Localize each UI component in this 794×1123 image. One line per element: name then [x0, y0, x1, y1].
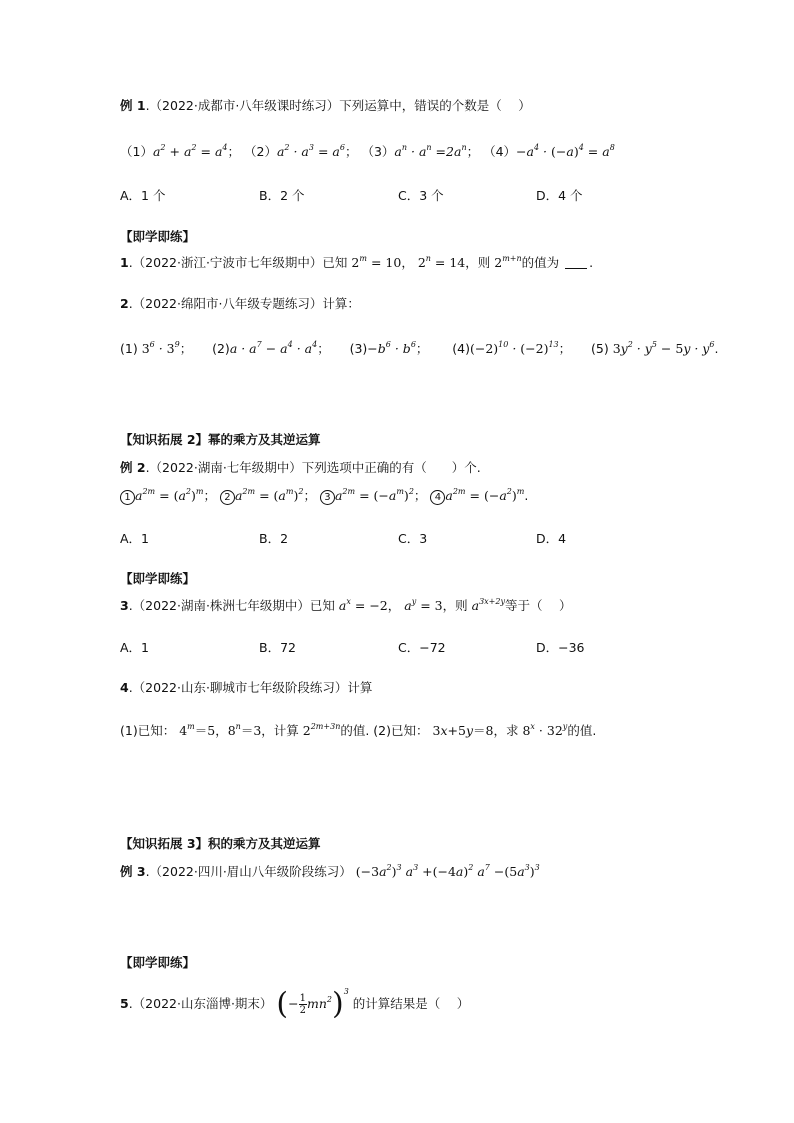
practice-label-1: 【即学即练】 [120, 229, 196, 244]
example2-stem [120, 459, 481, 477]
q5-number: 5 [120, 996, 129, 1011]
q4-cond-2: 3x+5y＝8 [432, 723, 494, 738]
ex2-opt-3: $a^{2m} = (-a^m)^2$ [334, 487, 414, 503]
example2-label: 例 2 [120, 460, 146, 475]
practice-label-2: 【即学即练】 [120, 571, 196, 586]
q1-cond-2: 2$^n$ = 14 [417, 254, 466, 270]
ex1-item-label: （4） [483, 144, 517, 159]
q3-number: 3 [120, 598, 129, 613]
example1-text: .（2022·成都市·八年级课时练习）下列运算中，错误的个数是（ ） [145, 98, 531, 113]
q2-expr-5: $3y^2 \cdot y^5 - 5y \cdot y^6$ [612, 340, 715, 356]
example1-choice-c: C．3 个 [398, 188, 444, 203]
q2-expr-1: $3^6 \cdot 3^9$ [141, 340, 180, 356]
q1-number: 1 [120, 255, 129, 270]
q1-target: $2^{m+n}$ [494, 254, 522, 270]
ex1-expr-1: $a^2 + a^2 = a^4$ [152, 143, 228, 159]
q5-expr: (− $\frac{1}{2}$ $mn^2)^3$ [276, 986, 349, 1022]
q4-text: .（2022·山东·聊城市七年级阶段练习）计算 [128, 680, 373, 695]
question-2 [120, 295, 360, 313]
ex1-expr-3: $a^n \cdot a^n =2a^n$ [394, 143, 467, 159]
ex1-item-label: （1） [120, 144, 153, 159]
ex2-opt-1: $a^{2m} = (a^2)^m$ [135, 487, 204, 503]
q2-expr-3: $-b^6 \cdot b^6$ [367, 340, 416, 356]
question-3: 3.（2022·湖南·株洲七年级期中）已知 $a^x = -2$， $a^y = 3$，则 $a^{3x+2y}$等于（ ） [120, 597, 572, 613]
q1-text: .（2022·浙江·宁波市七年级期中）已知 [128, 255, 348, 270]
q4-target-2: 8$^x$ · 32$^y$ [522, 722, 568, 738]
q1-cond-1: 2$^m$ = 10 [351, 254, 402, 270]
q4-parts: (1)已知： $4^m=5$，$8^n=3$，计算 $2^{2m+3n}$的值. (2)已知： 3x+5y＝8，求 8$^x$ · 32$^y$的值. [120, 722, 597, 738]
example2-options: 1 $a^{2m} = (a^2)^m$； 2 $a^{2m} = (a^m)^2$； 3 $a^{2m} = (-a^m)^2$； 4 $a^{2m} = (-a^2)^m$. [120, 487, 528, 505]
example3-label: 例 3 [120, 864, 146, 879]
q3-choice-c: C．−72 [398, 640, 446, 655]
example2-choice-b: B．2 [259, 531, 289, 546]
q4-target-1: $2^{2m+3n}$ [302, 722, 341, 738]
q3-text: .（2022·湖南·株洲七年级期中）已知 [128, 598, 335, 613]
example2-choice-d: D．4 [536, 531, 567, 546]
example1-stem [120, 97, 531, 115]
example3-text: .（2022·四川·眉山八年级阶段练习） [145, 864, 352, 879]
ex3-expr: $(-3a^2)^3$ $a^3 +(-4a)^2$ $a^7 -(5a^3)^3$ [355, 863, 540, 879]
example2-choice-a: A．1 [120, 531, 150, 546]
ex1-item-label: （3） [361, 144, 395, 159]
question-4 [120, 679, 372, 697]
example1-choice-d: D．4 个 [536, 188, 583, 203]
q3-choice-b: B．72 [259, 640, 296, 655]
example1-choice-a: A．1 个 [120, 188, 166, 203]
q3-choice-d: D．−36 [536, 640, 585, 655]
section-3-title: 【知识拓展 3】积的乘方及其逆运算 [120, 836, 321, 851]
q3-choice-a: A．1 [120, 640, 150, 655]
q3-target: $a^{3x+2y}$ [471, 597, 505, 613]
example2-text: .（2022·湖南·七年级期中）下列选项中正确的有（ ）个. [145, 460, 481, 475]
q4-number: 4 [120, 680, 129, 695]
q4-cond-1: $4^m=5$，$8^n=3$ [179, 722, 262, 738]
example1-label: 例 1 [120, 98, 146, 113]
q2-text: .（2022·绵阳市·八年级专题练习）计算： [128, 296, 360, 311]
example1-items: $(1)a^2 + a^2 = a^4$； $(2)a^2 \cdot a^3 = a^6$； $(3)a^n \cdot a^n =2a^n$； $(4)-a^4 \cdot (-a)^4 = a^8$ [120, 143, 615, 159]
question-1: 1.（2022·浙江·宁波市七年级期中）已知 2$^m$ = 10， 2$^n$ = 14，则 $2^{m+n}$的值为 . [120, 254, 594, 270]
ex1-expr-4: $-a^4 \cdot (-a)^4 = a^8$ [516, 143, 615, 159]
example1-choice-b: B．2 个 [259, 188, 305, 203]
practice-label-3: 【即学即练】 [120, 955, 196, 970]
example3-stem [120, 863, 540, 881]
example2-choice-c: C．3 [398, 531, 428, 546]
ex1-expr-2: $a^2 \cdot a^3 = a^6$ [276, 143, 345, 159]
q2-expr-4: $(-2)^{10} \cdot (-2)^{13}$ [469, 340, 559, 356]
q3-cond-2: $a^y = 3$ [404, 597, 443, 613]
ex2-opt-4: $a^{2m} = (-a^2)^m$ [445, 487, 525, 503]
section-2-title: 【知识拓展 2】幂的乘方及其逆运算 [120, 432, 321, 447]
q2-number: 2 [120, 296, 129, 311]
q2-expr-2: $a \cdot a^7 - a^4 \cdot a^4$ [229, 340, 318, 356]
question-5: 5.（2022·山东淄博·期末） (− $\frac{1}{2}$ $mn^2)^3$ 的计算结果是（ ） [120, 986, 470, 1022]
ex1-item-label: （2） [244, 144, 277, 159]
q5-text: .（2022·山东淄博·期末） [128, 996, 273, 1011]
q1-answer-blank[interactable] [565, 256, 587, 269]
ex2-opt-2: $a^{2m} = (a^m)^2$ [234, 487, 304, 503]
q2-items: (1) $3^6 \cdot 3^9$； $(2)a \cdot a^7 - a^4 \cdot a^4$； $(3)-b^6 \cdot b^6$； $(4)(-2)^{10} \cdot (-2)^{13}$； (5) $3y^2 \cdot y^5 - 5y \cdot y^6$. [120, 340, 719, 356]
q3-cond-1: $a^x = -2$ [338, 597, 388, 613]
